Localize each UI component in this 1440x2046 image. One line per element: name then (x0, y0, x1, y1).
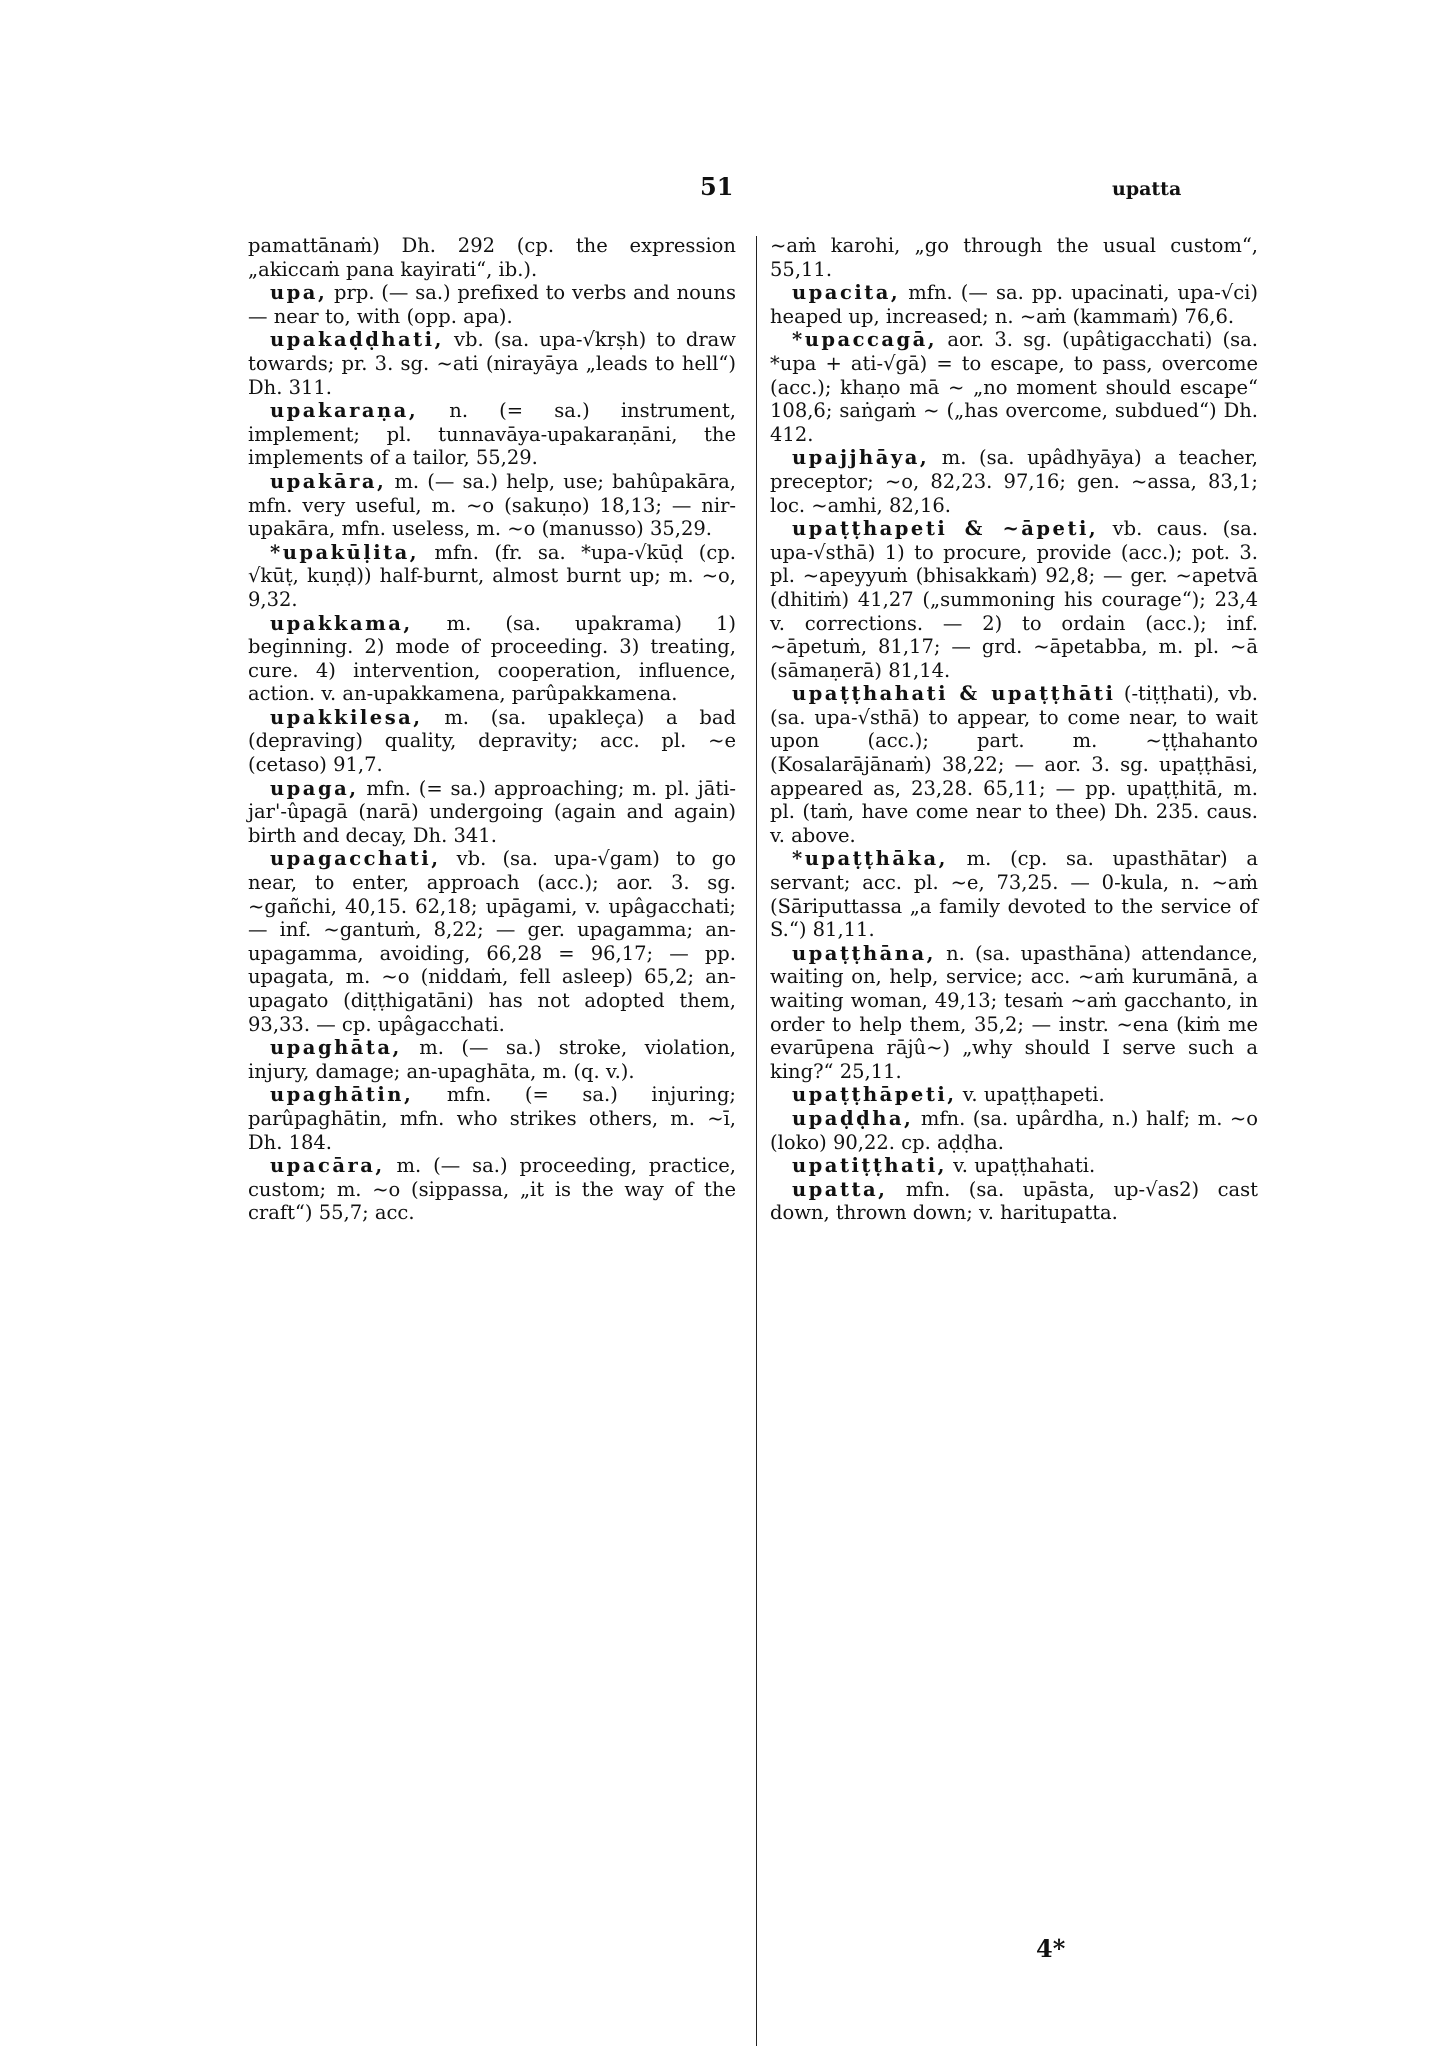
definition: m. (sa. upakrama) 1) beginning. 2) mode of proceeding. 3) treating, cure. 4) intervention, cooperation, influence, action. v. an-upakkamena, parûpakkamena. (248, 611, 736, 706)
definition: v. upaṭṭhahati. (946, 1154, 1096, 1178)
headword: upakaḍḍhati, (270, 328, 444, 352)
dictionary-entry (248, 281, 736, 328)
definition: vb. (sa. upa-√gam) to go near, to enter, approach (acc.); aor. 3. sg. ~gañchi, 40,15. 62,18; upāgami, v. upâgacchati; — inf. ~gantuṁ, 8,22; — ger. upagamma; an-upagamma, avoiding, 66,28 = 96,17; — pp. upagata, m. ~o (niddaṁ, fell asleep) 65,2; an-upagato (diṭṭhigatāni) has not adopted them, 93,33. — cp. upâgacchati. (248, 847, 736, 1036)
headword: upaṭṭhahati & upaṭṭhāti (792, 682, 1116, 706)
headword: upakkilesa, (270, 705, 423, 729)
dictionary-entry (770, 328, 1258, 446)
headword: upatta, (792, 1177, 888, 1201)
headword: upakkama, (270, 611, 413, 635)
definition: m. (— sa.) proceeding, practice, custom; m. ~o (sippassa, „it is the way of the craft“) 55,7; acc. (248, 1154, 736, 1225)
dictionary-entry (248, 328, 736, 399)
dictionary-entry (770, 682, 1258, 847)
definition: mfn. (= sa.) injuring; parûpaghātin, mfn. who strikes others, m. ~ī, Dh. 184. (248, 1083, 736, 1154)
definition: (-tiṭṭhati), vb. (sa. upa-√sthā) to appear, to come near, to wait upon (acc.); part. m. ~ṭṭhahanto (Kosalarājānaṁ) 38,22; — aor. 3. sg. upaṭṭhāsi, appeared as, 23,28. 65,11; — pp. upaṭṭhitā, m. pl. (taṁ, have come near to thee) Dh. 235. caus. v. above. (770, 682, 1258, 847)
headword: upaga, (270, 776, 359, 800)
headword: upatiṭṭhati, (792, 1154, 947, 1178)
headword: upajjhāya, (792, 446, 930, 470)
definition: ~aṁ karohi, „go through the usual custom“, 55,11. (770, 234, 1258, 281)
definition: mfn. (sa. upāsta, up-√as2) cast down, thrown down; v. haritupatta. (770, 1177, 1258, 1225)
dictionary-entry (770, 281, 1258, 328)
dictionary-entry (770, 942, 1258, 1084)
running-head: upatta (1112, 178, 1182, 200)
dictionary-entry (248, 706, 736, 777)
definition: mfn. (= sa.) approaching; m. pl. jāti-jar'-ûpagā (narā) undergoing (again and again) birth and decay, Dh. 341. (248, 776, 736, 847)
definition: mfn. (sa. upârdha, n.) half; m. ~o (loko) 90,22. cp. aḍḍha. (770, 1106, 1258, 1154)
headword: upakāra, (270, 469, 387, 493)
definition: m. (— sa.) stroke, violation, injury, damage; an-upaghāta, m. (q. v.). (248, 1036, 736, 1083)
definition: n. (= sa.) instrument, implement; pl. tunnavāya-upakaraṇāni, the implements of a tailor, 55,29. (248, 399, 736, 470)
dictionary-entry (248, 612, 736, 706)
definition: n. (sa. upasthāna) attendance, waiting on, help, service; acc. ~aṁ kurumānā, a waiting woman, 49,13; tesaṁ ~aṁ gacchanto, in order to help them, 35,2; — instr. ~ena (kiṁ me evarūpena rājû~) „why should I serve such a king?“ 25,11. (770, 941, 1258, 1083)
headword: upaghātin, (270, 1083, 414, 1107)
headword: upaghāta, (270, 1036, 402, 1060)
definition: vb. (sa. upa-√krṣh) to draw towards; pr. 3. sg. ~ati (nirayāya „leads to hell“) Dh. 311. (248, 328, 736, 399)
headword: *upaṭṭhāka, (792, 847, 948, 871)
dictionary-entry (248, 1036, 736, 1083)
column-divider (756, 236, 757, 2046)
dictionary-entry (770, 1178, 1258, 1225)
right-column (770, 234, 1258, 1225)
definition: m. (— sa.) help, use; bahûpakāra, mfn. very useful, m. ~o (sakuṇo) 18,13; — nir-upakāra, mfn. useless, m. ~o (manusso) 35,29. (248, 469, 736, 541)
headword: upaṭṭhāpeti, (792, 1083, 957, 1107)
dictionary-entry (248, 470, 736, 541)
definition: mfn. (— sa. pp. upacinati, upa-√ci) heaped up, increased; n. ~aṁ (kammaṁ) 76,6. (770, 281, 1258, 328)
headword: *upaccagā, (792, 328, 938, 352)
dictionary-entry (248, 1083, 736, 1154)
dictionary-entry (770, 446, 1258, 517)
definition: pamattānaṁ) Dh. 292 (cp. the expression „akiccaṁ pana kayirati“, ib.). (248, 234, 736, 281)
dictionary-entry (248, 777, 736, 848)
dictionary-entry (248, 399, 736, 470)
dictionary-entry (770, 234, 1258, 281)
definition: vb. caus. (sa. upa-√sthā) 1) to procure, provide (acc.); pot. 3. pl. ~apeyyuṁ (bhisakkaṁ) 92,8; — ger. ~apetvā (dhitiṁ) 41,27 („summoning his courage“); 23,4 v. corrections. — 2) to ordain (acc.); inf. ~āpetuṁ, 81,17; — grd. ~āpetabba, m. pl. ~ā (sāmaṇerā) 81,14. (770, 517, 1259, 682)
dictionary-entry (770, 1083, 1258, 1107)
signature-mark: 4* (1036, 1934, 1066, 1963)
dictionary-entry (770, 847, 1258, 941)
definition: mfn. (fr. sa. *upa-√kūḍ (cp. √kūṭ, kuṇḍ)) half-burnt, almost burnt up; m. ~o, 9,32. (248, 540, 736, 611)
dictionary-entry (248, 847, 736, 1036)
definition: aor. 3. sg. (upâtigacchati) (sa. *upa + ati-√gā) = to escape, to pass, overcome (acc.); khaṇo mā ~ „no moment should escape“ 108,6; saṅgaṁ ~ („has overcome, subdued“) Dh. 412. (770, 328, 1258, 446)
headword: upakaraṇa, (270, 399, 419, 423)
headword: *upakūḷita, (270, 540, 420, 564)
dictionary-entry (770, 517, 1258, 682)
headword: upacita, (792, 281, 901, 305)
definition: v. upaṭṭhapeti. (956, 1083, 1105, 1107)
headword: upagacchati, (270, 847, 441, 871)
definition: m. (cp. sa. upasthātar) a servant; acc. pl. ~e, 73,25. — 0-kula, n. ~aṁ (Sāriputtassa „a family devoted to the service of S.“) 81,11. (770, 847, 1258, 942)
definition: m. (sa. upâdhyāya) a teacher, preceptor; ~o, 82,23. 97,16; gen. ~assa, 83,1; loc. ~amhi, 82,16. (770, 446, 1258, 517)
headword: upaṭṭhāna, (792, 941, 936, 965)
headword: upaḍḍha, (792, 1106, 914, 1130)
headword: upa, (270, 281, 328, 305)
definition: m. (sa. upakleça) a bad (depraving) quality, depravity; acc. pl. ~e (cetaso) 91,7. (248, 705, 736, 777)
page-number: 51 (700, 172, 734, 201)
dictionary-entry (248, 234, 736, 281)
dictionary-entry (248, 541, 736, 612)
dictionary-entry (248, 1154, 736, 1225)
headword: upaṭṭhapeti & ~āpeti, (792, 517, 1099, 541)
headword: upacāra, (270, 1154, 385, 1178)
dictionary-entry (770, 1154, 1258, 1178)
dictionary-entry (770, 1107, 1258, 1154)
left-column (248, 234, 736, 1225)
definition: prp. (— sa.) prefixed to verbs and nouns — near to, with (opp. apa). (248, 281, 736, 328)
